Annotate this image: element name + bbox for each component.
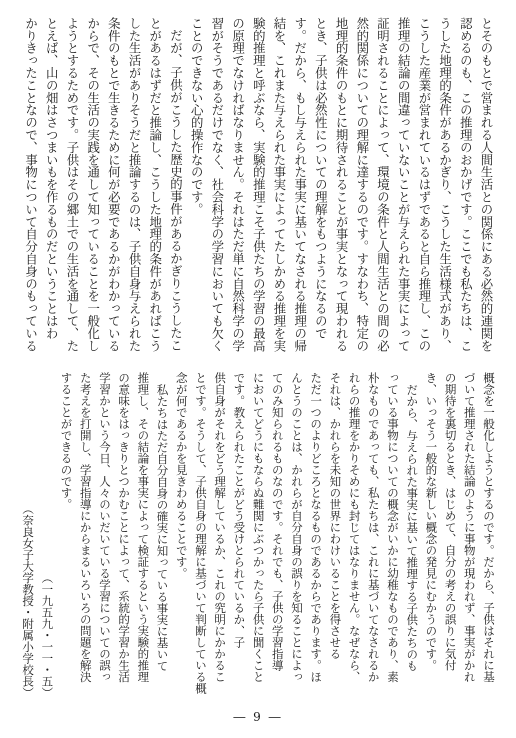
bottom-line: っている事物についての概念がいかに幼稚なものであり、素 [385,372,400,683]
bottom-line: だから、与えられた事実に基いて推理する子供たちのも [405,383,420,671]
top-line: うした地理的条件があるかぎり、こうした生活様式があり、 [437,17,453,352]
top-line: した生活がありそうだと推論するのは、子供自身与えられた [127,17,143,352]
top-line: 地理的条件のもとに期待されることが事実となって現われる [334,17,350,352]
bottom-line: き、いっそう一般的な新しい概念の発見にむかうのです。 [424,372,439,671]
top-line: とがあるはずだと推論し、こうした地理的条件があればこう [147,17,163,352]
bottom-line: 供自身がそれをどう理解しているか、これの究明にかかるこ [213,372,228,683]
bottom-line: 学習かという今日、人々のいだいている学習についての誤っ [97,372,112,683]
top-line: 結を、これまた与えられた事実によってたしかめる推理を実 [271,17,287,352]
bottom-line: てのみ知られるものなのです。それでも、子供の学習指導 [270,372,285,671]
bottom-line: 概念を一般化しようとするのです。だから、子供はそれに基 [482,372,496,683]
bottom-line: れらの推理をかりそめにも封じてはなりません。なぜなら、 [347,372,362,683]
author-affiliation: （奈良女子大学教授・附属小学校長） [21,502,36,698]
top-line: とき、子供は必然性についての理解をもつようになるので [313,17,329,340]
date-line: （一九五九・一一・五） [40,571,55,698]
top-line: 然的関係についての理解に達するのです。すなわち、特定の [354,17,370,352]
bottom-line: です。教えられたことがどう受けとられているか、子 [232,372,247,648]
bottom-line: においてどうにもならぬ難関にぶつかったら子供に聞くこと [251,372,266,683]
top-text-block [20,17,496,359]
top-line: ようとするためです。子供はその郷土での生活を通して、た [64,17,80,352]
bottom-line: することができるのです。 [59,372,74,510]
bottom-line: 朴なものであっても、私たちは、これに基づいてなされるか [366,372,381,683]
top-line: だが、子供がこうした歴史的事件があるかぎりこうしたこ [168,29,184,352]
bottom-line: 念が何であるかを見きわめることです。 [174,372,189,579]
top-line: からで、その生活の実践を通して知っていることを一般化し [85,17,101,352]
bottom-line: た考えを打開し、学習指導にからまるいろいろの問題を解決 [78,372,93,683]
top-line: 験的推理と呼ぶなら、実験的推理こそ子供たちの学習の最高 [251,17,267,352]
page-number: ― 9 ― [233,710,283,724]
top-line: の原理でなければなりません。それはただ単に自然科学の学 [230,17,246,352]
top-line: 習がそうであるだけでなく、社会科学の学習においても欠く [209,17,225,352]
bottom-line: とです。そうして、子供自身の理解に基づいて判断している概 [193,372,208,694]
bottom-line: それは、かれらを未知の世界にわけいることを得させる [328,372,343,660]
top-line: 条件のもとで生きるために何が必要であるかがわかっている [106,17,122,352]
top-line: 証明されることによって、環境の条件と人間生活との間の必 [375,17,391,352]
top-line: 推理の結論の間違っていないことが与えられた事実によって [396,17,412,352]
bottom-line: 推理し、その結論を事実によって検証するという実験的推理 [136,372,151,683]
bottom-line: ただ一つのよりどころとなるものであるからであります。ほ [309,372,324,683]
bottom-text-block [18,372,498,698]
top-line: かりきったことなので、事物について自分自身のもっている [23,17,39,352]
top-line: とそのもとで営まれる人間生活との関係にある必然的連関を [479,17,494,352]
bottom-line: の意味をはっきりとつかむことによって、系統的学習か生活 [117,372,132,683]
top-line: とえば、山の畑はさつまいもを作るものだということはわ [44,17,60,340]
bottom-line: 私たちはただ自分自身の確実に知っている事実に基いて [155,383,170,671]
bottom-line: づいて推理された結論のように事物が現われず、事実がかれ [462,372,477,683]
top-line: す。だから、もし与えられた事実に基いてなされる推理の帰 [292,17,308,352]
top-line: こうした産業が営まれているはずであると自ら推理し、この [416,17,432,352]
bottom-line: の期待を裏切るとき、はじめて、自分の考えの誤りに気付 [443,372,458,671]
top-line: ことのできない心的操作なのです。 [189,17,205,216]
bottom-line: んとうのことは、かれらが自分自身の誤りを知ることによっ [289,372,304,683]
top-line: 認めるのも、この推理のおかげです。ここでも私たちは、こ [458,17,474,352]
